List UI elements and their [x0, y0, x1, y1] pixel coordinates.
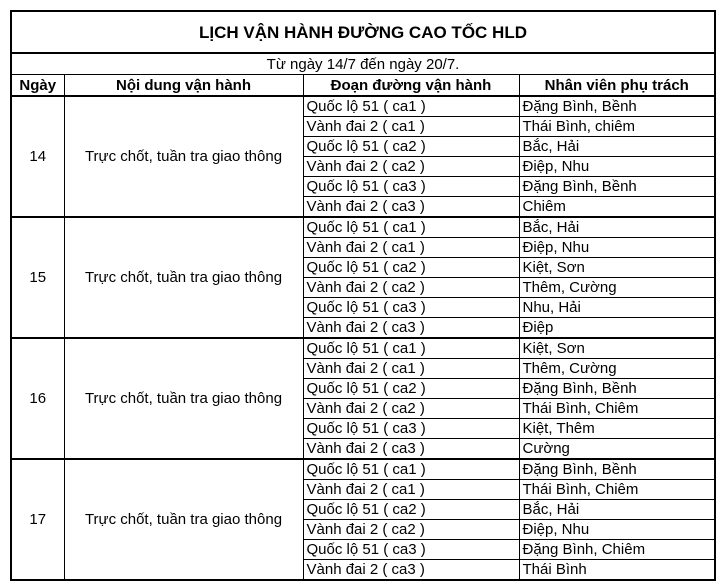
road-cell: Quốc lộ 51 ( ca3 ) — [303, 419, 519, 439]
staff-cell: Cường — [519, 439, 715, 460]
staff-cell: Thêm, Cường — [519, 359, 715, 379]
content-cell: Trực chốt, tuần tra giao thông — [64, 217, 303, 338]
road-cell: Vành đai 2 ( ca2 ) — [303, 278, 519, 298]
road-cell: Vành đai 2 ( ca1 ) — [303, 238, 519, 258]
header-staff: Nhân viên phụ trách — [519, 75, 715, 97]
content-cell: Trực chốt, tuần tra giao thông — [64, 338, 303, 459]
date-range: Từ ngày 14/7 đến ngày 20/7. — [11, 53, 715, 75]
staff-cell: Điệp, Nhu — [519, 520, 715, 540]
road-cell: Vành đai 2 ( ca2 ) — [303, 520, 519, 540]
staff-cell: Bắc, Hải — [519, 217, 715, 238]
staff-cell: Đặng Bình, Bềnh — [519, 177, 715, 197]
road-cell: Vành đai 2 ( ca3 ) — [303, 439, 519, 460]
road-cell: Vành đai 2 ( ca3 ) — [303, 560, 519, 581]
road-cell: Vành đai 2 ( ca2 ) — [303, 399, 519, 419]
content-cell: Trực chốt, tuần tra giao thông — [64, 459, 303, 580]
staff-cell: Điệp, Nhu — [519, 238, 715, 258]
table-row — [11, 217, 715, 238]
staff-cell: Thái Bình, Chiêm — [519, 399, 715, 419]
staff-cell: Bắc, Hải — [519, 137, 715, 157]
header-day: Ngày — [11, 75, 64, 97]
road-cell: Quốc lộ 51 ( ca3 ) — [303, 177, 519, 197]
staff-cell: Kiệt, Sơn — [519, 338, 715, 359]
schedule-table — [10, 10, 716, 581]
road-cell: Quốc lộ 51 ( ca3 ) — [303, 298, 519, 318]
staff-cell: Thái Bình — [519, 560, 715, 581]
staff-cell: Thêm, Cường — [519, 278, 715, 298]
staff-cell: Đặng Bình, Bềnh — [519, 96, 715, 117]
road-cell: Vành đai 2 ( ca3 ) — [303, 318, 519, 339]
road-cell: Quốc lộ 51 ( ca3 ) — [303, 540, 519, 560]
road-cell: Quốc lộ 51 ( ca1 ) — [303, 217, 519, 238]
staff-cell: Kiệt, Sơn — [519, 258, 715, 278]
road-cell: Quốc lộ 51 ( ca2 ) — [303, 137, 519, 157]
staff-cell: Thái Bình, Chiêm — [519, 480, 715, 500]
table-row — [11, 96, 715, 117]
road-cell: Vành đai 2 ( ca1 ) — [303, 117, 519, 137]
road-cell: Quốc lộ 51 ( ca1 ) — [303, 96, 519, 117]
day-cell: 14 — [11, 96, 64, 217]
staff-cell: Điệp — [519, 318, 715, 339]
road-cell: Vành đai 2 ( ca1 ) — [303, 480, 519, 500]
schedule-body — [11, 96, 715, 580]
day-cell: 15 — [11, 217, 64, 338]
road-cell: Vành đai 2 ( ca3 ) — [303, 197, 519, 218]
day-cell: 17 — [11, 459, 64, 580]
road-cell: Quốc lộ 51 ( ca2 ) — [303, 500, 519, 520]
road-cell: Quốc lộ 51 ( ca2 ) — [303, 379, 519, 399]
schedule-sheet — [10, 10, 716, 581]
road-cell: Vành đai 2 ( ca1 ) — [303, 359, 519, 379]
road-cell: Quốc lộ 51 ( ca1 ) — [303, 338, 519, 359]
staff-cell: Kiệt, Thêm — [519, 419, 715, 439]
staff-cell: Chiêm — [519, 197, 715, 218]
staff-cell: Thái Bình, chiêm — [519, 117, 715, 137]
road-cell: Quốc lộ 51 ( ca1 ) — [303, 459, 519, 480]
header-content: Nội dung vận hành — [64, 75, 303, 97]
page-title: LỊCH VẬN HÀNH ĐƯỜNG CAO TỐC HLD — [11, 11, 715, 53]
table-row — [11, 459, 715, 480]
road-cell: Quốc lộ 51 ( ca2 ) — [303, 258, 519, 278]
staff-cell: Đặng Bình, Bềnh — [519, 379, 715, 399]
staff-cell: Đặng Bình, Bềnh — [519, 459, 715, 480]
content-cell: Trực chốt, tuần tra giao thông — [64, 96, 303, 217]
staff-cell: Đặng Bình, Chiêm — [519, 540, 715, 560]
staff-cell: Nhu, Hải — [519, 298, 715, 318]
table-row — [11, 338, 715, 359]
day-cell: 16 — [11, 338, 64, 459]
staff-cell: Bắc, Hải — [519, 500, 715, 520]
road-cell: Vành đai 2 ( ca2 ) — [303, 157, 519, 177]
header-road: Đoạn đường vận hành — [303, 75, 519, 97]
staff-cell: Điệp, Nhu — [519, 157, 715, 177]
